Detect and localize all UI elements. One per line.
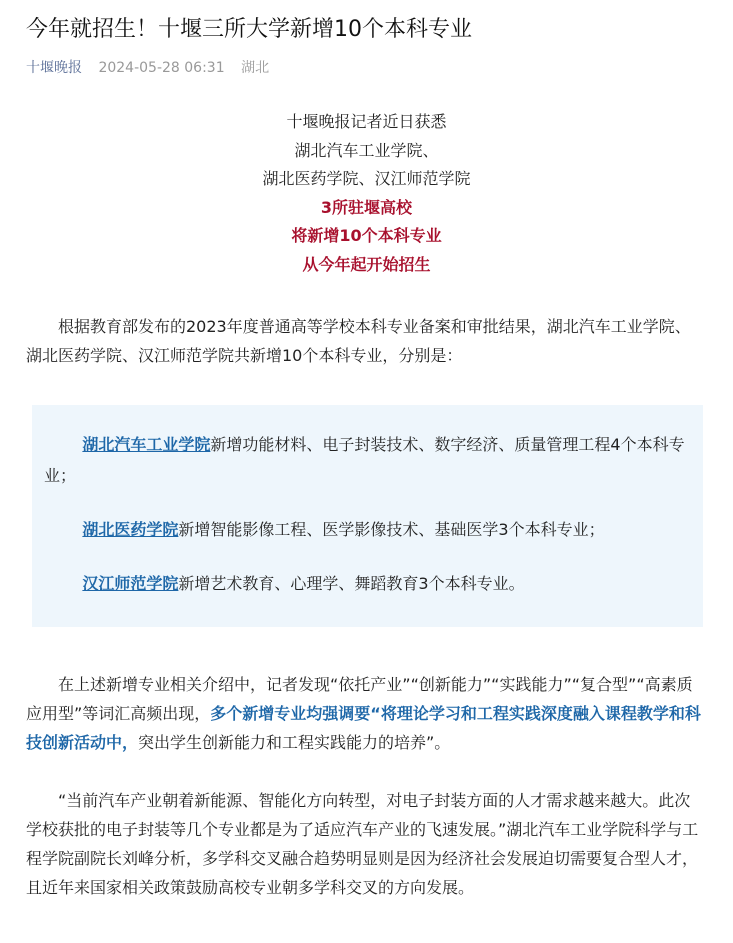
major-text: 新增功能材料、电子封装技术、数字经济、质量管理工程4个本科专业； <box>44 435 685 485</box>
school-link[interactable]: 湖北汽车工业学院 <box>82 435 211 454</box>
intro-highlight-line: 3所驻堰高校 <box>320 197 413 217</box>
paragraph-text: 突出学生创新能力和工程实践能力的培养”。 <box>138 733 451 752</box>
article-source-link[interactable]: 十堰晚报 <box>26 60 82 76</box>
article-location: 湖北 <box>241 60 270 76</box>
article-time: 2024-05-28 06:31 <box>98 60 225 76</box>
paragraph-findings <box>26 670 706 757</box>
intro-line: 湖北医药学院、汉江师范学院 <box>262 169 471 189</box>
major-item <box>44 514 691 545</box>
paragraph-quote: “当前汽车产业朝着新能源、智能化方向转型，对电子封装方面的人才需求越来越大。此次学校获批的电子封装等几个专业都是为了适应汽车产业的飞速发展。”湖北汽车工业学院科学与工程学院副院长刘峰分析，多学科交叉融合趋势明显则是因为经济社会发展迫切需要复合型人才，且近年来国家相关政策鼓励高校专业朝多学科交叉的方向发展。 <box>26 791 699 897</box>
school-link[interactable]: 湖北医药学院 <box>82 520 179 539</box>
major-text: 新增智能影像工程、医学影像技术、基础医学3个本科专业； <box>178 520 605 539</box>
article-title: 今年就招生！十堰三所大学新增10个本科专业 <box>26 17 472 42</box>
paragraph-text: 在上述新增专业相关介绍中，记者发现“依托产业”“创新能力”“实践能力”“复合型”“高素质应用型”等词汇高频出现， <box>26 675 693 723</box>
school-link[interactable]: 汉江师范学院 <box>82 574 179 593</box>
major-text: 新增艺术教育、心理学、舞蹈教育3个本科专业。 <box>178 574 525 593</box>
intro-highlight-line: 从今年起开始招生 <box>302 254 431 274</box>
intro-highlight-line: 将新增10个本科专业 <box>291 226 442 246</box>
intro-line: 湖北汽车工业学院、 <box>294 140 439 160</box>
paragraph-highlight: 多个新增专业均强调要“将理论学习和工程实践深度融入课程教学和科技创新活动中， <box>26 704 701 752</box>
intro-line: 十堰晚报记者近日获悉 <box>286 112 447 131</box>
article-meta <box>26 58 269 78</box>
intro-block <box>0 108 733 280</box>
major-item <box>44 429 691 491</box>
majors-box <box>32 405 703 627</box>
major-item <box>44 568 691 599</box>
paragraph-results: 根据教育部发布的2023年度普通高等学校本科专业备案和审批结果，湖北汽车工业学院、湖北医药学院、汉江师范学院共新增10个本科专业，分别是： <box>26 317 691 365</box>
